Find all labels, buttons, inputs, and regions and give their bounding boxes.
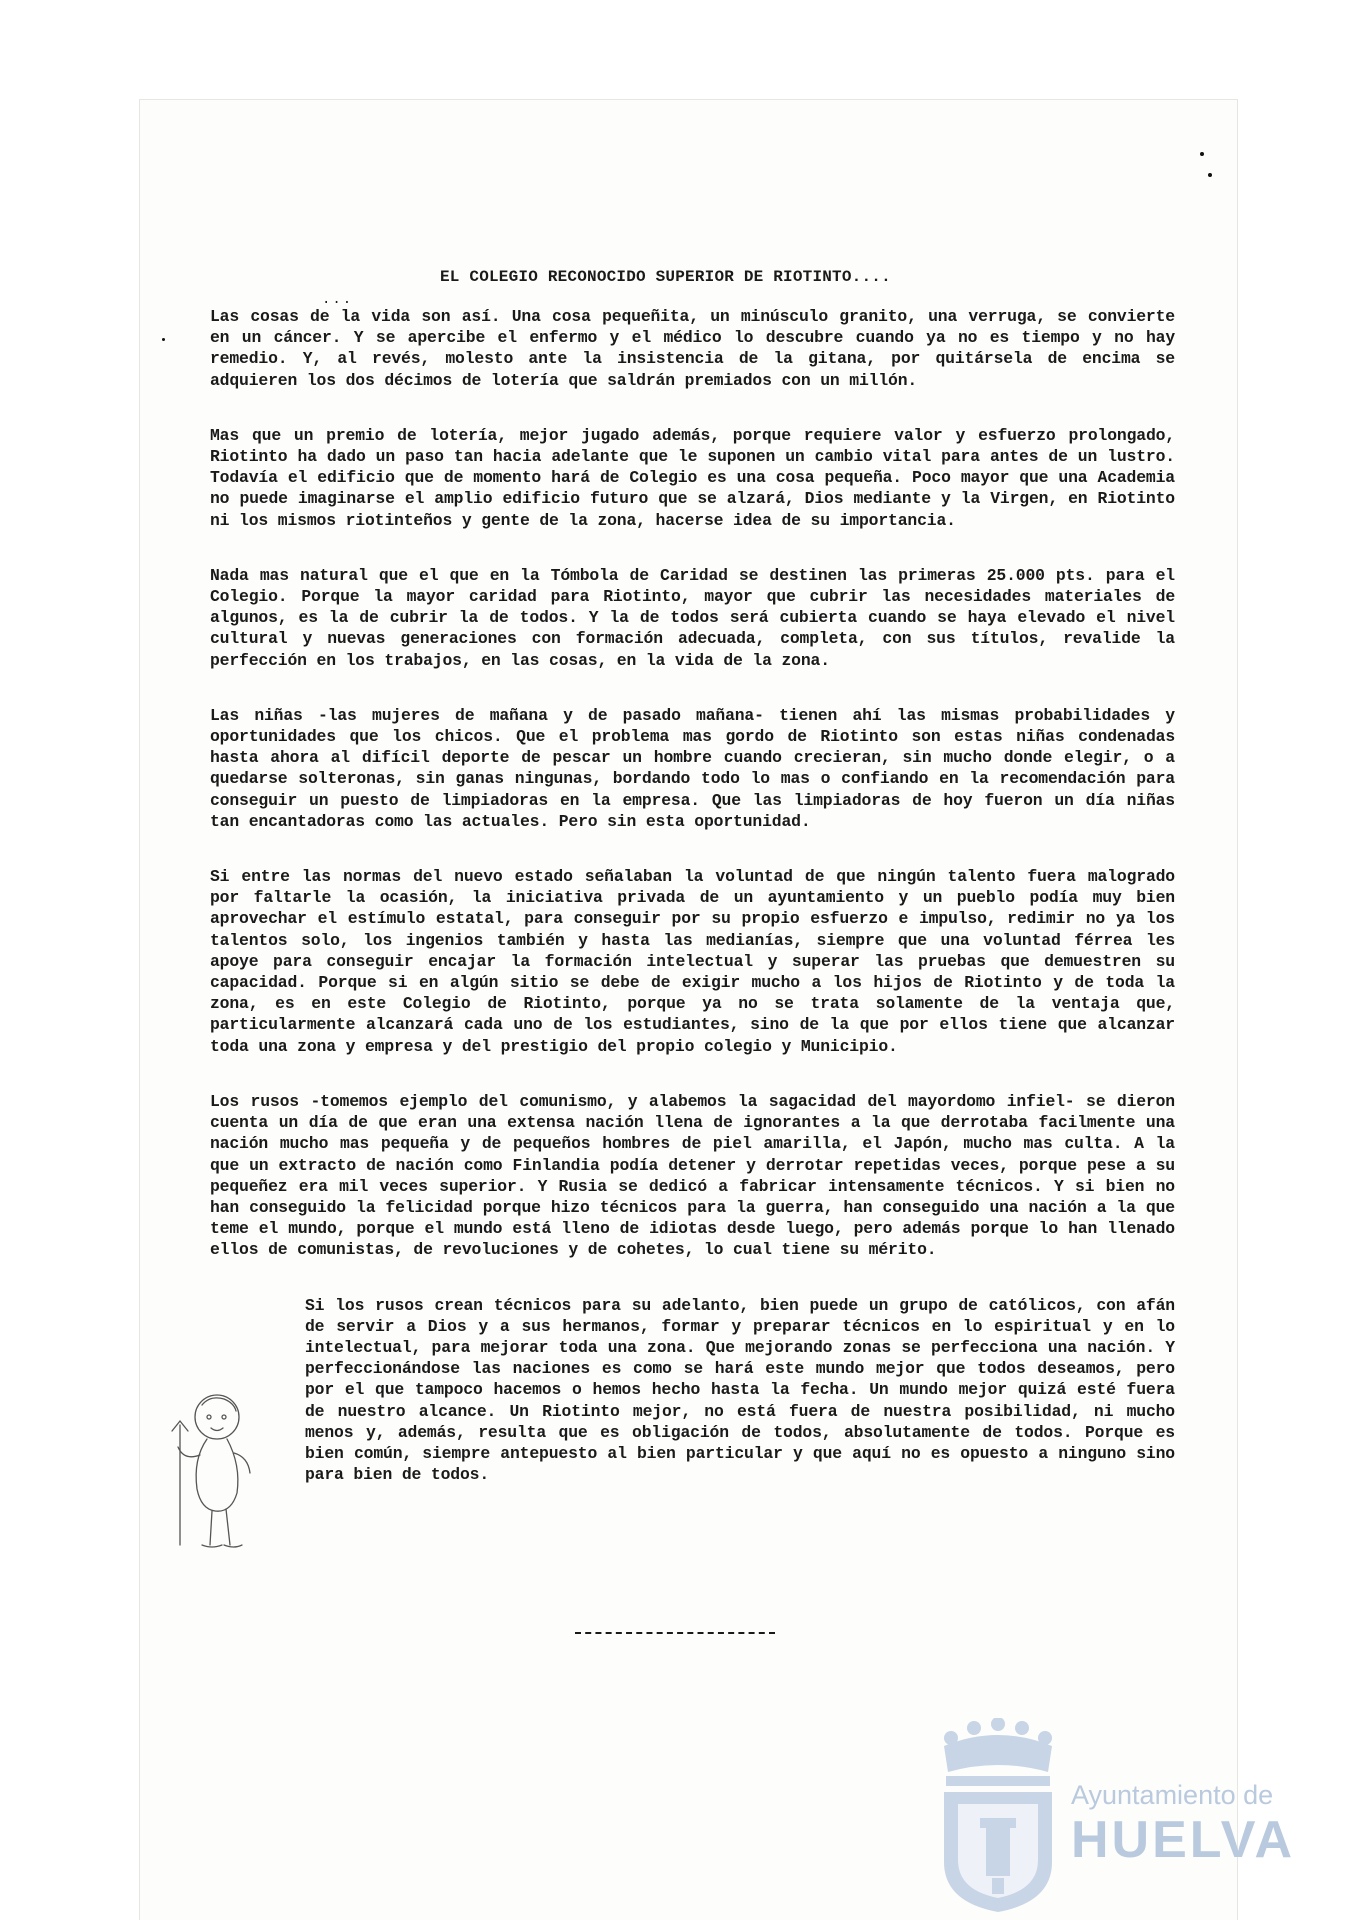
huelva-watermark [936,1718,1336,1913]
ink-speck [162,338,165,341]
cherub-doodle-icon [162,1385,262,1555]
huelva-coat-of-arms-icon [936,1718,1061,1913]
watermark-line-1: Ayuntamiento de [1071,1780,1274,1810]
document-sheet [140,100,1237,1920]
paragraph-3: Nada mas natural que el que en la Tómbola de Caridad se destinen las primeras 25.000 pts. para el Colegio. Porque la mayor caridad para Riotinto, mayor que cubrir las necesidades materiales de algunos, es la de cubrir la de todos. Y la de todos será cubierta cuando se haya elevado el nivel cultural y nuevas generaciones con formación adecuada, completa, con sus títulos, revalide la perfección en los trabajos, en las cosas, en la vida de la zona. [210,565,1175,670]
paragraph-4: Las niñas -las mujeres de mañana y de pasado mañana- tienen ahí las mismas probabilidades y oportunidades que los chicos. Que el problema mas gordo de Riotinto son estas niñas condenadas hasta ahora al difícil deporte de pescar un hombre cuando crecieran, sin mucho donde elegir, o a quedarse solteronas, sin ganas ningunas, bordando todo lo mas o confiando en la recomendación para conseguir un puesto de limpiadoras en la empresa. Que las limpiadoras de hoy fueron un día niñas tan encantadoras como las actuales. Pero sin esta oportunidad. [210,705,1175,831]
paragraph-7: Si los rusos crean técnicos para su adelanto, bien puede un grupo de católicos, con afán de servir a Dios y a sus hermanos, formar y preparar técnicos en lo espiritual y en lo intelectual, para mejorar toda una zona. Que mejorando zonas se perfecciona una nación. Y perfeccionándose las naciones es como se hará este mundo mejor que todos deseamos, pero por el que tampoco hacemos o hemos hecho hasta la fecha. Un mundo mejor quizá esté fuera de nuestro alcance. Un Riotinto mejor, no está fuera de nuestra posibilidad, ni mucho menos y, además, resulta que es obligación de todos, absolutamente de todos. Porque es bien común, siempre antepuesto al bien particular y que aquí no es opuesto a ninguno sino para bien de todos. [305,1295,1175,1485]
end-rule [575,1632,775,1634]
paragraph-5: Si entre las normas del nuevo estado señalaban la voluntad de que ningún talento fuera malogrado por faltarle la ocasión, la iniciativa privada de un ayuntamiento y un pueblo podía muy bien aprovechar el estímulo estatal, para conseguir por su propio esfuerzo e impulso, redimir no ya los talentos solo, los ingenios también y hasta las medianías, siempre que una voluntad férrea les apoye para conseguir encajar la formación intelectual y superar las pruebas que demuestren su capacidad. Porque si en algún sitio se debe de exigir mucho a los hijos de Riotinto y de toda la zona, es en este Colegio de Riotinto, porque ya no se trata solamente de la ventaja que, particularmente alcanzará cada uno de los estudiantes, sino de la que por ellos tiene que alcanzar toda una zona y empresa y del prestigio del propio colegio y Municipio. [210,867,1175,1056]
paragraph-2: Mas que un premio de lotería, mejor jugado además, porque requiere valor y esfuerzo prolongado, Riotinto ha dado un paso tan hacia adelante que le suponen un cambio vital para antes de un lustro. Todavía el edificio que de momento hará de Colegio es una cosa pequeña. Poco mayor que una Academia no puede imaginarse el amplio edificio futuro que se alzará, Dios mediante y la Virgen, en Riotinto ni los mismos riotinteños y gente de la zona, hacerse idea de su importancia. [210,425,1175,530]
paragraph-6: Los rusos -tomemos ejemplo del comunismo, y alabemos la sagacidad del mayordomo infiel- se dieron cuenta un día de que eran una extensa nación llena de ignorantes a la que derrotaba facilmente una nación mucho mas pequeña y de pequeños hombres de piel amarilla, el Japón, mucho mas culta. A la que un extracto de nación como Finlandia podía detener y derrotar repetidas veces, porque pese a su pequeñez era mil veces superior. Y Rusia se dedicó a fabricar intensamente técnicos. Y si bien no han conseguido la felicidad porque hizo técnicos para la guerra, han conseguido una nación a la que teme el mundo, porque el mundo está lleno de idiotas desde luego, pero además porque lo han llenado ellos de comunistas, de revoluciones y de cohetes, lo cual tiene su mérito. [210,1091,1175,1260]
document-title: EL COLEGIO RECONOCIDO SUPERIOR DE RIOTINTO.... [440,268,891,286]
ink-speck [1208,173,1212,177]
ink-speck [1200,152,1204,156]
paragraph-1: Las cosas de la vida son así. Una cosa pequeñita, un minúsculo granito, una verruga, se convierte en un cáncer. Y se apercibe el enfermo y el médico lo descubre cuando ya no es tiempo y no hay remedio. Y, al revés, molesto ante la insistencia de la gitana, por quitársela de encima se adquieren los dos décimos de lotería que saldrán premiados con un millón. [210,307,1175,390]
leading-dots: ... [322,292,354,308]
document-body [210,306,1175,1507]
watermark-line-2: HUELVA [1071,1811,1296,1869]
